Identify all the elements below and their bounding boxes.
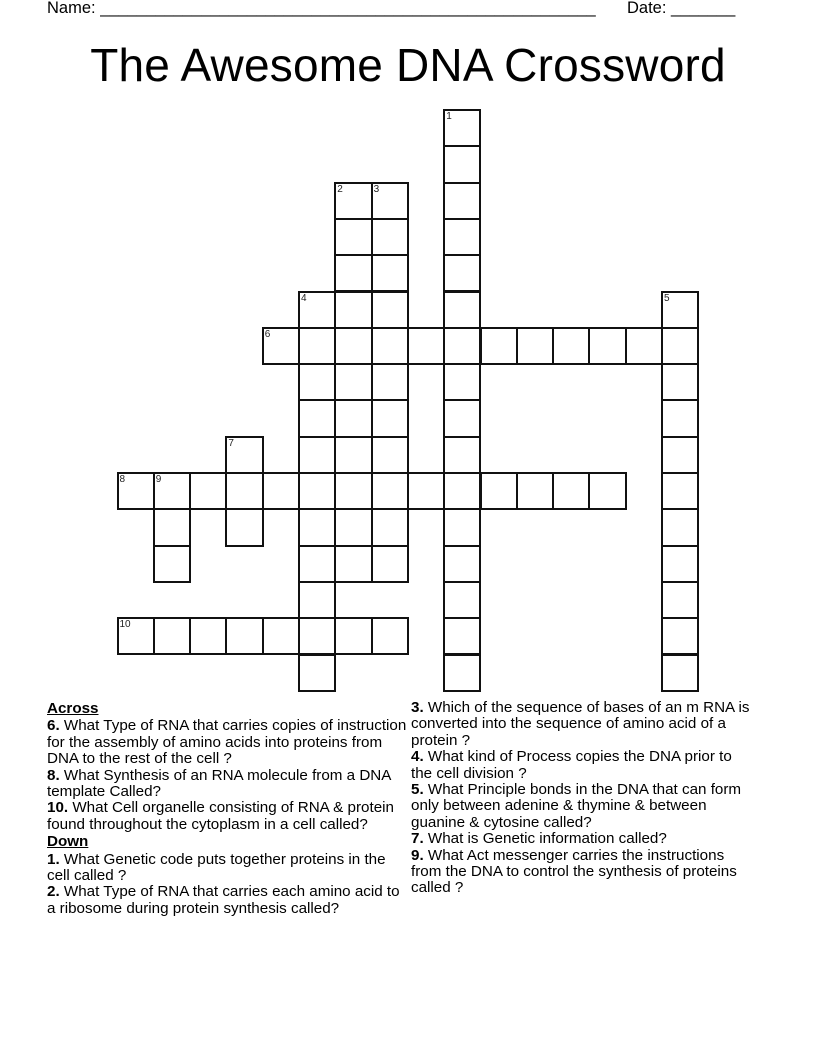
grid-cell[interactable]: [298, 436, 336, 474]
grid-cell[interactable]: [298, 654, 336, 692]
grid-cell[interactable]: [443, 327, 481, 365]
grid-cell[interactable]: [189, 472, 227, 510]
grid-cell[interactable]: [334, 327, 372, 365]
clue-number: 3.: [411, 699, 424, 716]
grid-cell[interactable]: [298, 617, 336, 655]
clue-number: 1.: [47, 850, 60, 868]
grid-cell[interactable]: [371, 327, 409, 365]
grid-cell[interactable]: [298, 291, 336, 329]
grid-cell[interactable]: [661, 327, 699, 365]
grid-cell[interactable]: [443, 508, 481, 546]
clues-left-column: [47, 700, 407, 917]
grid-cell[interactable]: [117, 617, 155, 655]
down-heading: Down: [47, 833, 89, 851]
grid-cell[interactable]: [661, 436, 699, 474]
grid-cell[interactable]: [153, 545, 191, 583]
clue-text: What Synthesis of an RNA molecule from a DNA template Called?: [47, 766, 391, 801]
page-title: The Awesome DNA Crossword: [90, 39, 726, 91]
grid-cell[interactable]: [298, 363, 336, 401]
grid-cell[interactable]: [661, 654, 699, 692]
clue-text: What kind of Process copies the DNA prior to the cell division ?: [411, 748, 732, 782]
clue-down-3: [411, 700, 756, 749]
grid-cell[interactable]: [480, 327, 518, 365]
cell-number: 6: [264, 328, 271, 340]
clue-number: 8.: [47, 766, 60, 784]
grid-cell[interactable]: [661, 399, 699, 437]
grid-cell[interactable]: [516, 472, 554, 510]
grid-cell[interactable]: [661, 363, 699, 401]
clue-across-8: [47, 768, 407, 801]
grid-cell[interactable]: [443, 145, 481, 183]
grid-cell[interactable]: [225, 472, 263, 510]
clue-across-6: [47, 718, 407, 767]
grid-cell[interactable]: [661, 545, 699, 583]
grid-cell[interactable]: [661, 581, 699, 619]
grid-cell[interactable]: [443, 109, 481, 147]
grid-cell[interactable]: [225, 508, 263, 546]
grid-cell[interactable]: [443, 617, 481, 655]
grid-cell[interactable]: [153, 617, 191, 655]
grid-cell[interactable]: [588, 472, 626, 510]
grid-cell[interactable]: [334, 182, 372, 220]
clue-down-9: [411, 848, 756, 897]
clue-text: What is Genetic information called?: [423, 830, 667, 848]
across-heading: Across: [47, 700, 99, 717]
grid-cell[interactable]: [661, 472, 699, 510]
date-line[interactable]: _______: [671, 0, 736, 17]
clue-down-5: [411, 782, 756, 831]
grid-cell[interactable]: [334, 545, 372, 583]
grid-cell[interactable]: [516, 327, 554, 365]
cell-number: 2: [337, 183, 343, 195]
grid-cell[interactable]: [262, 327, 300, 365]
grid-cell[interactable]: [443, 363, 481, 401]
grid-cell[interactable]: [552, 472, 590, 510]
name-line[interactable]: ______________________________________________________: [100, 0, 596, 17]
grid-cell[interactable]: [334, 363, 372, 401]
grid-cell[interactable]: [443, 436, 481, 474]
cell-number: 10: [119, 619, 131, 631]
clue-across-10: [47, 800, 407, 833]
clue-down-1: [47, 852, 407, 885]
grid-cell[interactable]: [443, 581, 481, 619]
date-label: Date:: [627, 0, 667, 17]
cell-number: 1: [446, 111, 452, 122]
grid-cell[interactable]: [443, 545, 481, 583]
grid-cell[interactable]: [298, 472, 336, 510]
grid-cell[interactable]: [334, 436, 372, 474]
grid-cell[interactable]: [443, 654, 481, 692]
clue-number: 4.: [411, 748, 424, 766]
cell-number: 5: [664, 292, 670, 304]
grid-cell[interactable]: [443, 472, 481, 510]
grid-cell[interactable]: [371, 472, 409, 510]
clue-number: 9.: [411, 846, 424, 864]
grid-cell[interactable]: [625, 327, 663, 365]
clue-text: What Principle bonds in the DNA that can form only between adenine & thymine & between guanine & cytosine called?: [411, 781, 742, 831]
grid-cell[interactable]: [371, 182, 409, 220]
grid-cell[interactable]: [225, 436, 263, 474]
grid-cell[interactable]: [443, 218, 481, 256]
grid-cell[interactable]: [407, 327, 445, 365]
grid-cell[interactable]: [661, 617, 699, 655]
clue-number: 5.: [411, 781, 424, 799]
clue-down-7: [411, 831, 756, 847]
grid-cell[interactable]: [153, 472, 191, 510]
grid-cell[interactable]: [117, 472, 155, 510]
clue-text: What Cell organelle consisting of RNA & protein found throughout the cytoplasm in a cell called?: [47, 799, 394, 833]
grid-cell[interactable]: [298, 581, 336, 619]
grid-cell[interactable]: [262, 617, 300, 655]
grid-cell[interactable]: [298, 327, 336, 365]
grid-cell[interactable]: [334, 472, 372, 510]
clue-number: 6.: [47, 717, 60, 735]
name-label: Name:: [47, 0, 96, 17]
cell-number: 9: [155, 474, 162, 485]
grid-cell[interactable]: [225, 617, 263, 655]
clue-text: Which of the sequence of bases of an m RNA is converted into the sequence of amino acid of a protein ?: [411, 699, 750, 749]
cell-number: 8: [119, 474, 126, 485]
grid-cell[interactable]: [371, 291, 409, 329]
grid-cell[interactable]: [334, 617, 372, 655]
grid-cell[interactable]: [334, 508, 372, 546]
clue-text: What Type of RNA that carries copies of instruction for the assembly of amino acids into proteins from DNA to the rest of the cell ?: [47, 717, 407, 768]
clue-text: What Genetic code puts together proteins in the cell called ?: [47, 850, 386, 885]
grid-cell[interactable]: [298, 545, 336, 583]
grid-cell[interactable]: [407, 472, 445, 510]
grid-cell[interactable]: [443, 254, 481, 292]
grid-cell[interactable]: [298, 399, 336, 437]
grid-cell[interactable]: [334, 218, 372, 256]
grid-cell[interactable]: [443, 291, 481, 329]
clue-number: 7.: [411, 830, 424, 848]
grid-cell[interactable]: [588, 327, 626, 365]
cell-number: 3: [373, 183, 380, 195]
grid-cell[interactable]: [334, 399, 372, 437]
clue-number: 2.: [47, 883, 60, 901]
clue-text: What Act messenger carries the instructions from the DNA to control the synthesis of proteins called ?: [411, 846, 737, 897]
grid-cell[interactable]: [480, 472, 518, 510]
grid-cell[interactable]: [371, 363, 409, 401]
clue-text: What Type of RNA that carries each amino acid to a ribosome during protein synthesis called?: [47, 883, 400, 917]
grid-cell[interactable]: [371, 545, 409, 583]
grid-cell[interactable]: [443, 399, 481, 437]
grid-cell[interactable]: [153, 508, 191, 546]
grid-cell[interactable]: [371, 254, 409, 292]
clues-right-column: [411, 700, 756, 897]
cell-number: 4: [301, 292, 307, 304]
grid-cell[interactable]: [262, 472, 300, 510]
grid-cell[interactable]: [298, 508, 336, 546]
grid-cell[interactable]: [661, 508, 699, 546]
grid-cell[interactable]: [371, 218, 409, 256]
grid-cell[interactable]: [552, 327, 590, 365]
cell-number: 7: [228, 437, 234, 449]
grid-cell[interactable]: [334, 291, 372, 329]
clue-down-4: [411, 749, 756, 782]
grid-cell[interactable]: [371, 399, 409, 437]
grid-cell[interactable]: [371, 617, 409, 655]
grid-cell[interactable]: [334, 254, 372, 292]
grid-cell[interactable]: [189, 617, 227, 655]
grid-cell[interactable]: [371, 436, 409, 474]
grid-cell[interactable]: [661, 291, 699, 329]
grid-cell[interactable]: [443, 182, 481, 220]
grid-cell[interactable]: [371, 508, 409, 546]
clue-down-2: [47, 884, 407, 917]
clue-number: 10.: [47, 799, 69, 817]
